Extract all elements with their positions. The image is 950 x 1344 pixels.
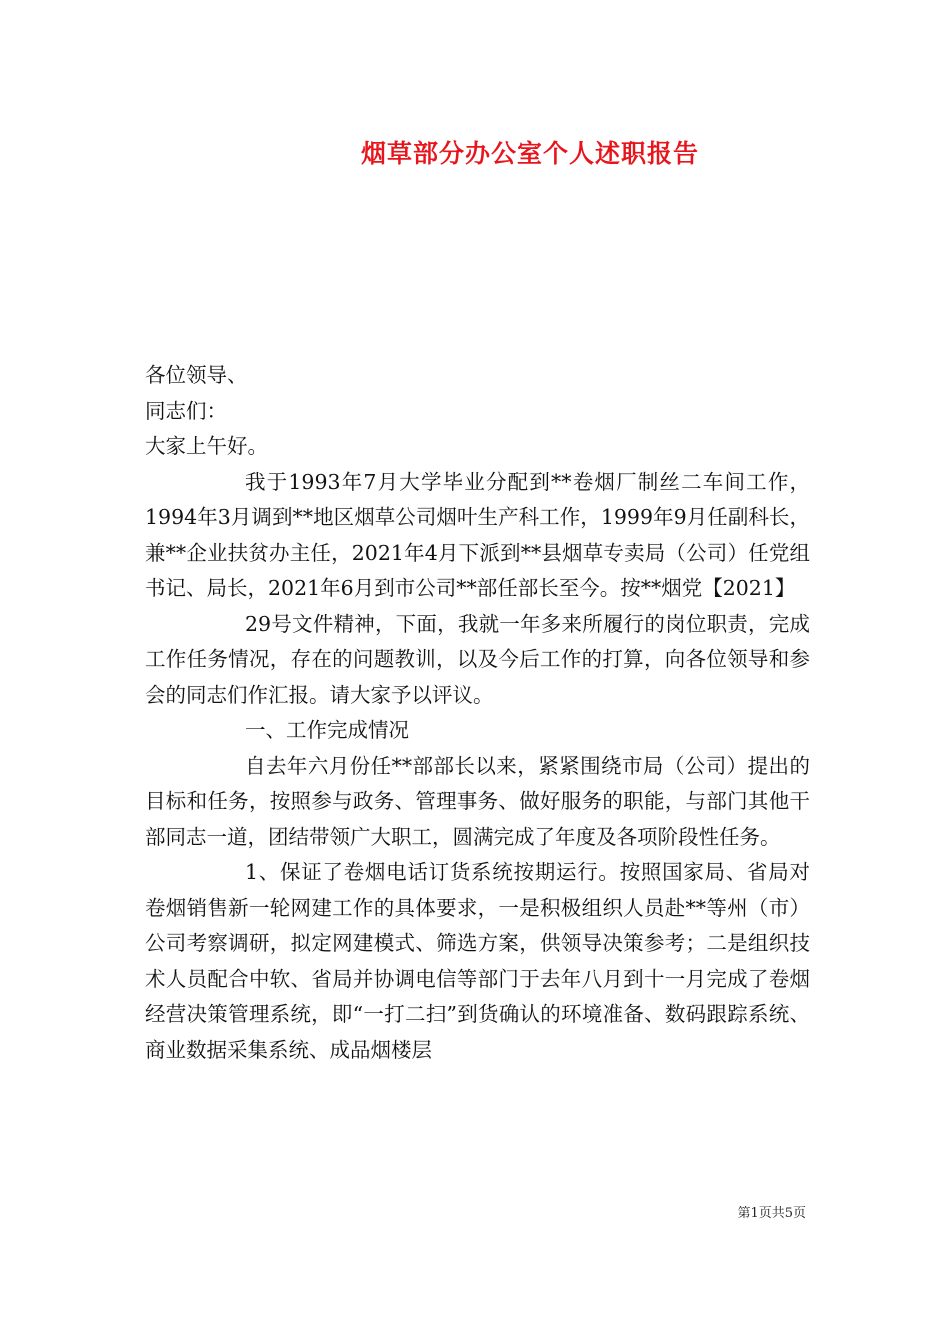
document-title: 烟草部分办公室个人述职报告 [360,139,699,168]
salutation-line-3: 大家上午好。 [145,434,268,458]
paragraph-purpose: 29号文件精神，下面，我就一年多来所履行的岗位职责，完成工作任务情况，存在的问题教训，以及今后工作的打算，向各位领导和参会的同志们作汇报。请大家予以评议。 [145,611,810,707]
page-number: 第1页共5页 [737,1206,806,1221]
section-heading-work-completion: 一、工作完成情况 [245,718,409,742]
salutation-line-1: 各位领导、 [145,363,248,387]
salutation-line-2: 同志们： [145,398,227,423]
document-body [145,358,810,1068]
paragraph-career: 我于1993年7月大学毕业分配到**卷烟厂制丝二车间工作，1994年3月调到**地区烟草公司烟叶生产科工作，1999年9月任副科长，兼**企业扶贫办主任，2021年4月下派到**县烟草专卖局（公司）任党组书记、局长，2021年6月到市公司**部任部长至今。按**烟党【2021】 [145,469,810,600]
paragraph-summary: 自去年六月份任**部部长以来，紧紧围绕市局（公司）提出的目标和任务，按照参与政务、管理事务、做好服务的职能，与部门其他干部同志一道，团结带领广大职工，圆满完成了年度及各项阶段性任务。 [145,753,810,849]
paragraph-item-1: 1、保证了卷烟电话订货系统按期运行。按照国家局、省局对卷烟销售新一轮网建工作的具体要求，一是积极组织人员赴**等州（市）公司考察调研，拟定网建模式、筛选方案，供领导决策参考；二是组织技术人员配合中软、省局并协调电信等部门于去年八月到十一月完成了卷烟经营决策管理系统，即“一打二扫”到货确认的环境准备、数码跟踪系统、商业数据采集系统、成品烟楼层 [145,860,810,1062]
